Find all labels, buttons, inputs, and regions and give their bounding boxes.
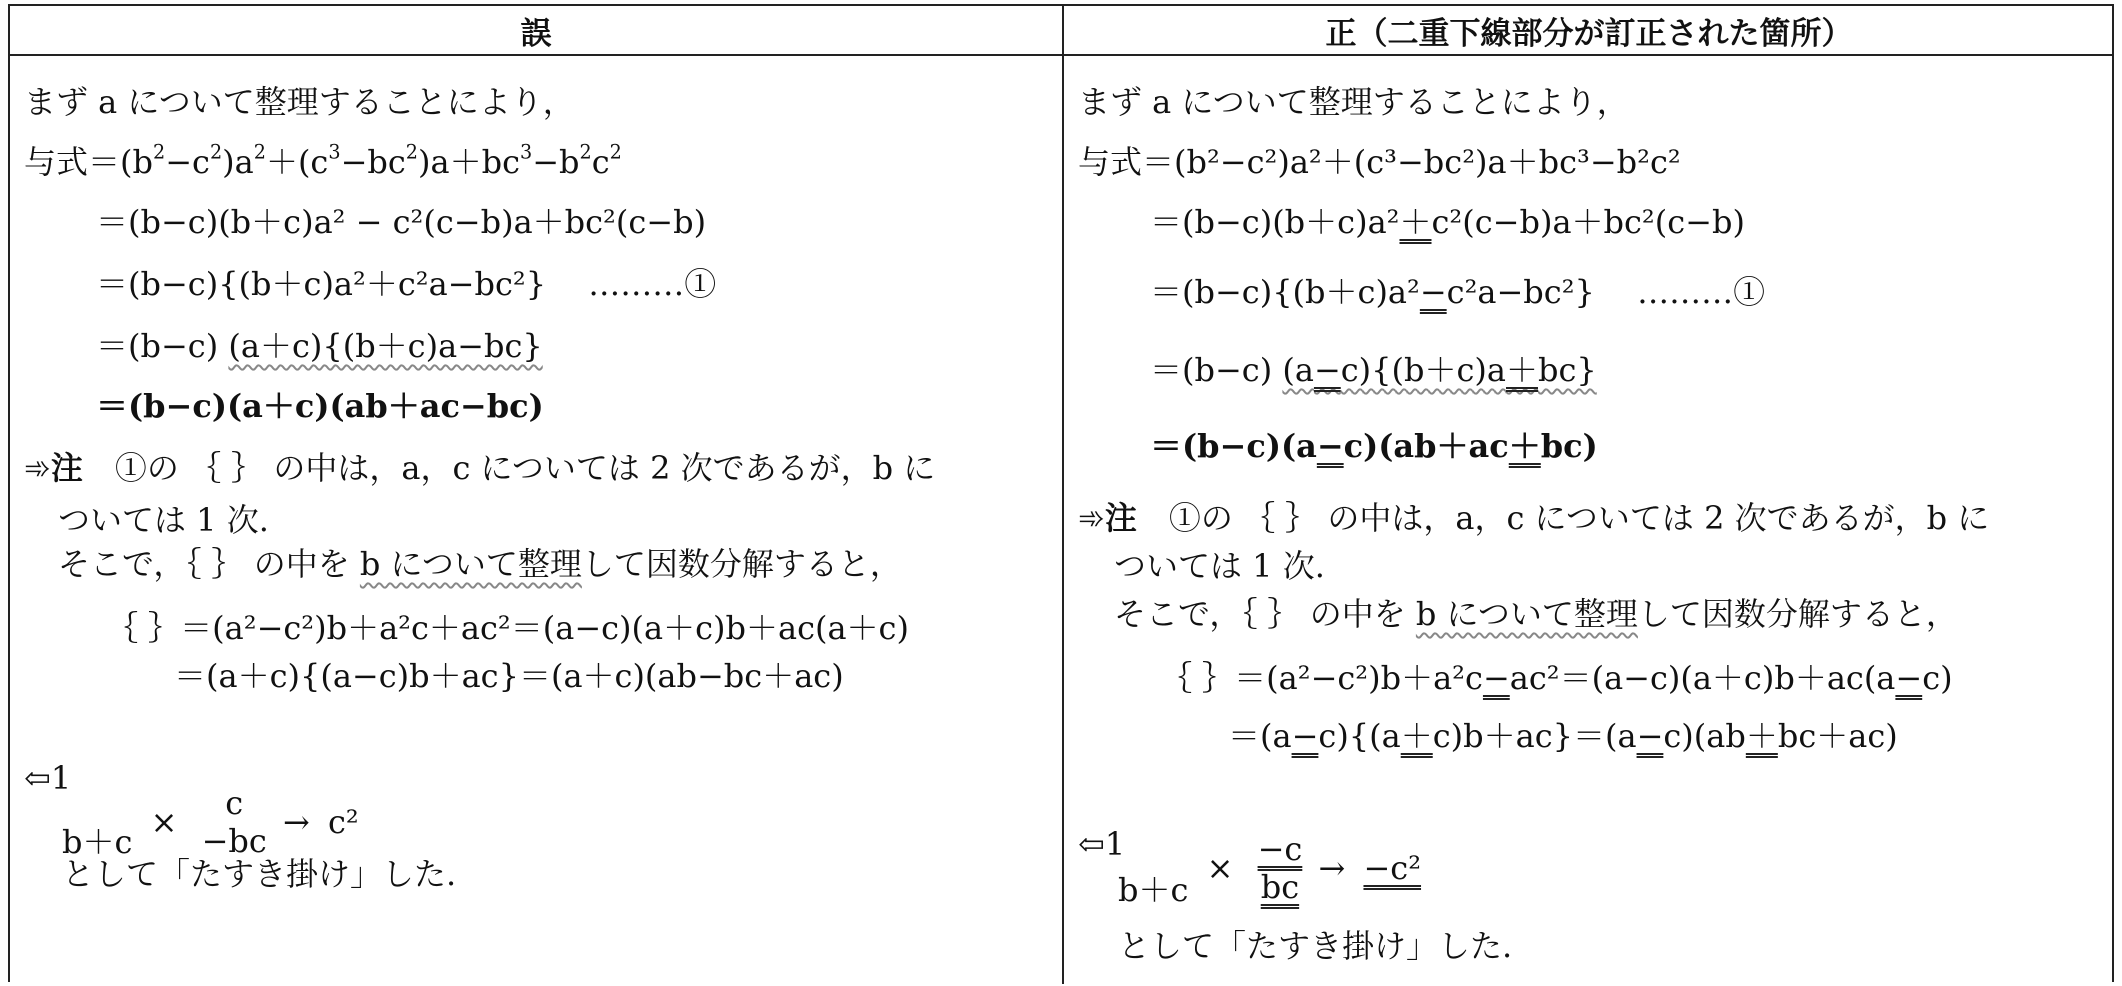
right-eq-line-3 [1150, 272, 1765, 312]
right-eq1-corrected-1: − [1482, 659, 1510, 697]
left-eq-line-2: ＝(b−c)(b＋c)a² − c²(c−b)a＋bc²(c−b) [96, 203, 707, 241]
right-intro: まず a について整理することにより， [1078, 83, 1629, 121]
tasuki-top: c [225, 784, 244, 822]
right-l4-factored [1282, 351, 1596, 389]
left-tasuki [62, 782, 359, 862]
right-l4-d: c){(b＋c)a [1340, 351, 1506, 389]
right-brace-eq-2 [1228, 716, 1898, 756]
right-l5-a: ＝(b−c)(a [1150, 427, 1317, 465]
tasuki-stack [1258, 830, 1303, 906]
left-note-line-3 [58, 544, 902, 584]
right-eq2-corrected: − [1636, 717, 1664, 755]
right-eq2-part: c){(a [1318, 717, 1401, 755]
left-closing: として「たすき掛け」した. [62, 855, 457, 893]
right-eq2-corrected: − [1291, 717, 1319, 755]
right-eq2-part: bc＋ac) [1777, 717, 1898, 755]
right-l2-a: ＝(b−c)(b＋c)a² [1150, 203, 1400, 241]
right-eq1-a: ｛ ｝＝(a²−c²)b＋a²c [1160, 659, 1483, 697]
tasuki-times: × [150, 803, 178, 841]
right-eq2-corrected: ＋ [1400, 717, 1433, 755]
tasuki-arrow: → [1318, 849, 1346, 887]
right-eq1-corrected-2: − [1895, 659, 1923, 697]
left-brace-eq-1: ｛ ｝＝(a²−c²)b＋a²c＋ac²＝(a−c)(a＋c)b＋ac(a＋c) [106, 609, 909, 647]
left-l1-sup: 2 [253, 140, 266, 164]
left-note-line-2: ついては 1 次. [58, 501, 269, 539]
right-note-line-3 [1114, 594, 1958, 634]
left-eq-line-3: ＝(b−c){(b＋c)a²＋c²a−bc²} ………① [96, 265, 717, 303]
tasuki-bottom: −bc [201, 822, 267, 860]
tasuki-stack [202, 784, 267, 860]
left-note3-a: そこで，｛ ｝ の中を [58, 545, 360, 583]
header-correct: 正（二重下線部分が訂正された箇所） [1064, 6, 2114, 56]
left-l1-part: −c [165, 143, 210, 181]
right-eq2-part: c)b＋ac}＝(a [1432, 717, 1637, 755]
right-note3-underlined: b について整理 [1415, 595, 1638, 633]
right-tasuki [1118, 826, 1421, 916]
right-l5-e: bc) [1540, 427, 1598, 465]
column-divider [1062, 6, 1064, 984]
left-l1-part: −b [532, 143, 580, 181]
note-marker: ➾注 [1078, 499, 1137, 537]
right-l3-c: c²a−bc²} ………① [1446, 273, 1766, 311]
tasuki-result: c² [327, 803, 359, 841]
left-ref-marker: ⇦1 [24, 759, 72, 797]
left-eq-line-4 [96, 326, 543, 366]
right-note-text: ①の ｛ ｝ の中は，a，c については 2 次であるが，b に [1168, 499, 1990, 537]
tasuki-result: −c² [1363, 849, 1422, 887]
right-eq-line-4 [1150, 350, 1597, 390]
right-note-line-1 [1078, 498, 1989, 538]
left-l1-sup: 2 [209, 140, 223, 164]
right-l3-corrected: − [1419, 273, 1447, 311]
right-l4-corrected-1: − [1313, 351, 1341, 389]
left-eq-line-1 [24, 142, 622, 182]
right-eq-line-5 [1150, 426, 1598, 466]
note-marker: ➾注 [24, 449, 83, 487]
left-note-text: ①の ｛ ｝ の中は，a，c については 2 次であるが，b に [114, 449, 936, 487]
right-l2-corrected: ＋ [1399, 203, 1432, 241]
right-note3-c: して因数分解すると， [1637, 595, 1958, 633]
right-l4-b: (a [1282, 351, 1314, 389]
header-incorrect: 誤 [10, 6, 1062, 56]
right-l4-f: bc} [1538, 351, 1597, 389]
right-eq1-e: c) [1922, 659, 1953, 697]
comparison-table [8, 4, 2114, 982]
left-l4-factored: (a＋c){(b＋c)a−bc} [228, 327, 543, 365]
right-brace-eq-1 [1160, 658, 1953, 698]
right-ref-marker: ⇦1 [1078, 825, 1126, 863]
left-l1-part: )a＋bc [418, 143, 520, 181]
right-closing: として「たすき掛け」した. [1118, 927, 1513, 965]
right-eq2-part: c)(ab [1663, 717, 1746, 755]
left-intro: まず a について整理することにより， [24, 83, 575, 121]
left-l4-prefix: ＝(b−c) [96, 327, 229, 365]
tasuki-top: −c [1257, 830, 1303, 868]
tasuki-times: × [1206, 849, 1234, 887]
right-l5-corrected-2: ＋ [1508, 427, 1541, 465]
tasuki-bottom: bc [1260, 868, 1300, 906]
left-l1-part: c [591, 143, 610, 181]
right-l4-corrected-2: ＋ [1505, 351, 1538, 389]
right-l5-c: c)(ab＋ac [1343, 427, 1509, 465]
left-l1-sup: 2 [609, 140, 622, 164]
right-l3-a: ＝(b−c){(b＋c)a² [1150, 273, 1420, 311]
right-note-line-2: ついては 1 次. [1114, 547, 1325, 585]
left-l1-sup: 2 [405, 140, 419, 164]
right-eq2-corrected: ＋ [1745, 717, 1778, 755]
right-eq2-part: ＝(a [1228, 717, 1292, 755]
left-l1-sup: 3 [520, 140, 533, 164]
left-l1-part: 与式＝(b [24, 143, 153, 181]
left-l1-sup: 3 [328, 140, 341, 164]
left-l1-sup: 2 [579, 140, 592, 164]
right-eq1-c: ac²＝(a−c)(a＋c)b＋ac(a [1509, 659, 1896, 697]
left-note-line-1 [24, 448, 935, 488]
left-l1-sup: 2 [152, 140, 166, 164]
right-note3-a: そこで，｛ ｝ の中を [1114, 595, 1416, 633]
tasuki-left: b＋c [1118, 871, 1189, 909]
left-l1-part: )a [222, 143, 254, 181]
tasuki-arrow: → [282, 803, 310, 841]
left-note3-underlined: b について整理 [359, 545, 582, 583]
left-l1-part: −bc [340, 143, 406, 181]
right-l2-c: c²(c−b)a＋bc²(c−b) [1431, 203, 1745, 241]
left-eq-line-5: ＝(b−c)(a＋c)(ab＋ac−bc) [96, 387, 544, 425]
right-eq-line-1: 与式＝(b²−c²)a²＋(c³−bc²)a＋bc³−b²c² [1078, 143, 1681, 181]
left-l1-part: ＋(c [265, 143, 329, 181]
tasuki-left: b＋c [62, 823, 133, 861]
right-l5-corrected-1: − [1316, 427, 1344, 465]
right-eq-line-2 [1150, 202, 1745, 242]
left-brace-eq-2: ＝(a＋c){(a−c)b＋ac}＝(a＋c)(ab−bc＋ac) [174, 657, 844, 695]
right-l4-prefix: ＝(b−c) [1150, 351, 1283, 389]
left-note3-c: して因数分解すると， [581, 545, 902, 583]
